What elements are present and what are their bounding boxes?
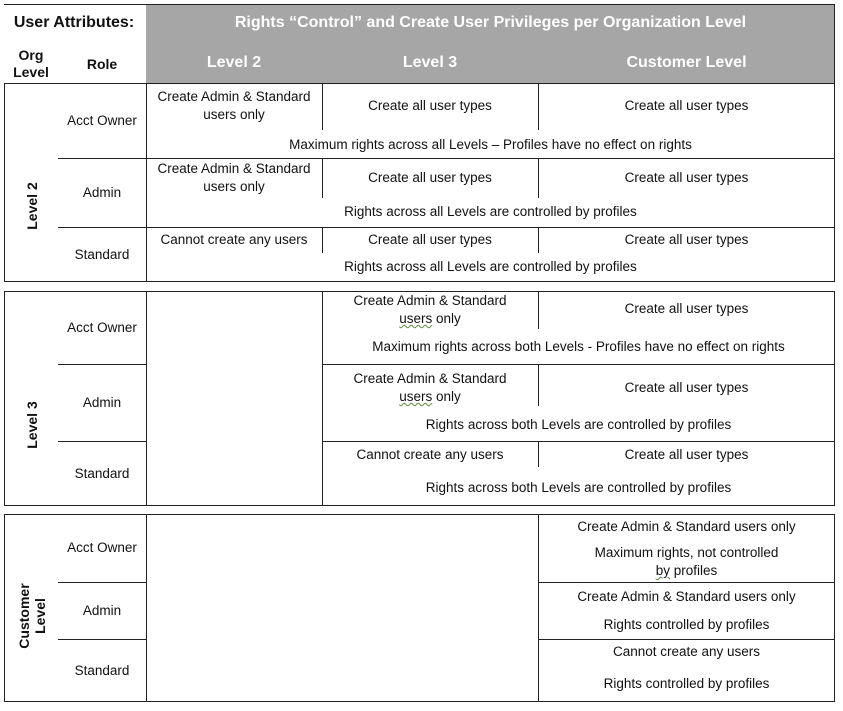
level2-standard-cust: Create all user types	[624, 232, 749, 247]
note-line2: by profiles	[655, 563, 718, 578]
level3-heading: Level 3	[402, 54, 458, 71]
customer-org-label	[16, 574, 50, 658]
level3-admin-cust: Create all user types	[624, 380, 749, 395]
customer-label-line2: Level	[32, 598, 48, 634]
customer-admin-role: Admin	[82, 602, 122, 618]
level2-standard-note: Rights across all Levels are controlled by profiles	[344, 259, 637, 274]
level3-admin-role: Admin	[82, 394, 122, 410]
l3-text-b: users only	[399, 389, 461, 404]
level3-standard-note: Rights across both Levels are controlled by profiles	[425, 480, 732, 495]
customer-level-heading: Customer Level	[626, 54, 747, 71]
role-heading: Role	[86, 56, 118, 72]
header-title: Rights “Control” and Create User Privileges per Organization Level	[234, 14, 747, 31]
level3-org-label: Level 3	[24, 401, 40, 449]
customer-acct-owner-cust: Create Admin & Standard users only	[577, 519, 796, 534]
l3-text-a: Create Admin & Standard	[353, 371, 507, 386]
l3-text-b: users only	[399, 311, 461, 326]
customer-standard-cust: Cannot create any users	[612, 644, 761, 659]
level2-admin-role: Admin	[82, 184, 122, 200]
customer-standard-role: Standard	[74, 662, 130, 678]
level2-admin-l2: Create Admin & Standard users only	[157, 161, 311, 194]
level2-admin-note: Rights across all Levels are controlled by profiles	[344, 204, 637, 219]
level2-acct-owner-l2: Create Admin & Standard users only	[157, 89, 311, 122]
level3-acct-owner-cust: Create all user types	[624, 301, 749, 316]
note-line1: Maximum rights, not controlled	[594, 545, 779, 560]
level2-org-label: Level 2	[24, 182, 40, 230]
customer-acct-owner-note	[538, 543, 835, 581]
customer-admin-cust: Create Admin & Standard users only	[577, 589, 796, 604]
level2-acct-owner-note: Maximum rights across all Levels – Profiles have no effect on rights	[289, 137, 692, 152]
level3-acct-owner-role: Acct Owner	[67, 319, 137, 335]
level2-acct-owner-l3: Create all user types	[368, 98, 492, 113]
level2-heading: Level 2	[206, 54, 262, 71]
level2-standard-l2: Cannot create any users	[160, 232, 308, 247]
l3-text-a: Create Admin & Standard	[353, 293, 507, 308]
level2-standard-l3: Create all user types	[368, 232, 492, 247]
customer-standard-note: Rights controlled by profiles	[603, 676, 770, 691]
level3-acct-owner-note: Maximum rights across both Levels - Profiles have no effect on rights	[372, 339, 785, 354]
customer-admin-note: Rights controlled by profiles	[603, 617, 770, 632]
level2-admin-l3: Create all user types	[368, 170, 492, 185]
level3-standard-role: Standard	[74, 465, 130, 481]
org-level-heading: Org Level	[13, 47, 49, 80]
level2-admin-cust: Create all user types	[624, 170, 749, 185]
level3-acct-owner-l3	[326, 291, 534, 329]
user-attributes-heading: User Attributes:	[13, 14, 135, 31]
level3-standard-l3: Cannot create any users	[356, 447, 504, 462]
customer-label-line1: Customer	[16, 583, 32, 649]
level2-standard-role: Standard	[74, 246, 130, 262]
level2-acct-owner-cust: Create all user types	[624, 98, 749, 113]
level2-acct-owner-role: Acct Owner	[67, 112, 137, 128]
level3-admin-l3	[326, 369, 534, 407]
level3-admin-note: Rights across both Levels are controlled by profiles	[425, 417, 732, 432]
level3-standard-cust: Create all user types	[624, 447, 749, 462]
customer-acct-owner-role: Acct Owner	[67, 540, 137, 555]
